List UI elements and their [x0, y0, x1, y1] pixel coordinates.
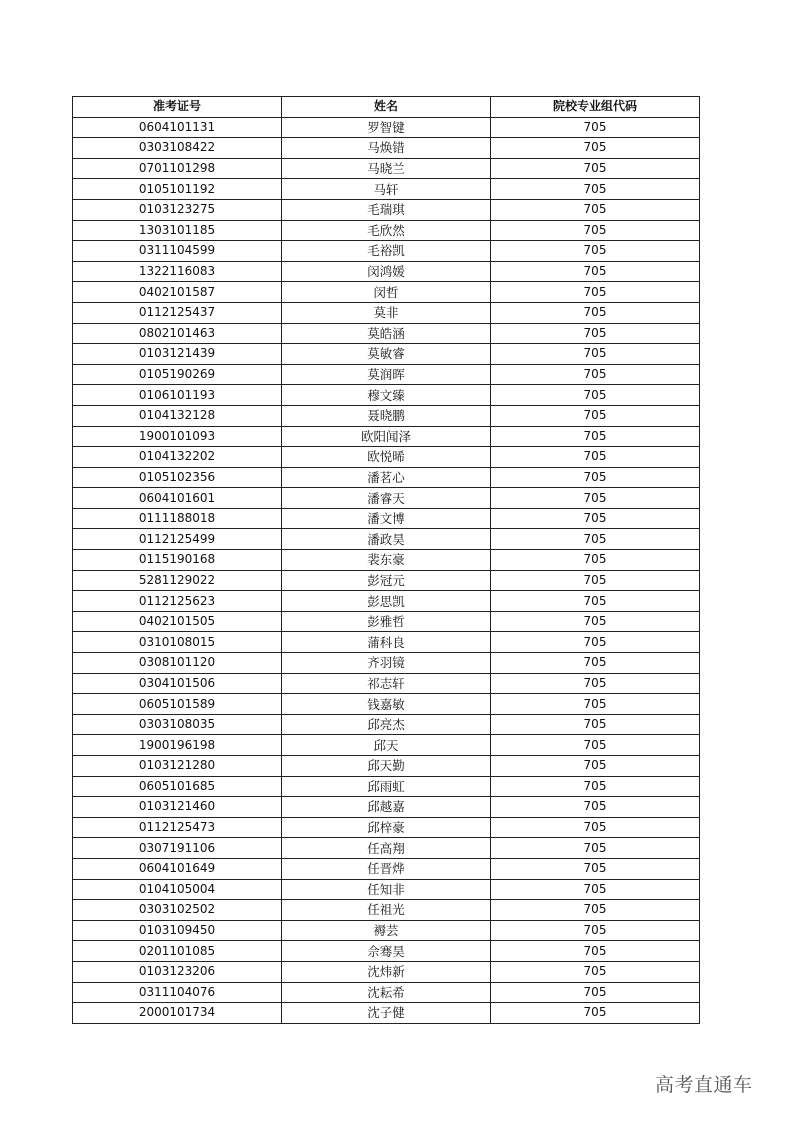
student-name-cell: 潘睿天	[282, 488, 491, 509]
student-name-cell: 潘文博	[282, 508, 491, 529]
group-code-cell: 705	[491, 138, 700, 159]
exam-number-cell: 0104132202	[73, 447, 282, 468]
table-row	[73, 447, 700, 468]
table-row	[73, 508, 700, 529]
watermark-text: 高考直通车	[655, 1074, 753, 1096]
group-code-cell: 705	[491, 426, 700, 447]
student-name-cell: 潘政昊	[282, 529, 491, 550]
table-row	[73, 591, 700, 612]
exam-number-cell: 2000101734	[73, 1003, 282, 1024]
exam-number-cell: 0112125473	[73, 817, 282, 838]
student-name-cell: 欧悦晞	[282, 447, 491, 468]
group-code-cell: 705	[491, 344, 700, 365]
table-row	[73, 261, 700, 282]
student-name-cell: 彭雅哲	[282, 611, 491, 632]
table-row	[73, 570, 700, 591]
student-name-cell: 莫润晖	[282, 364, 491, 385]
header-row	[73, 97, 700, 118]
student-name-cell: 闵哲	[282, 282, 491, 303]
student-name-cell: 沈炜新	[282, 961, 491, 982]
table-row	[73, 858, 700, 879]
group-code-cell: 705	[491, 941, 700, 962]
table-row	[73, 1003, 700, 1024]
exam-number-cell: 0201101085	[73, 941, 282, 962]
exam-number-cell: 0701101298	[73, 158, 282, 179]
table-row	[73, 632, 700, 653]
exam-number-cell: 0103121439	[73, 344, 282, 365]
table-row	[73, 488, 700, 509]
group-code-cell: 705	[491, 158, 700, 179]
table-header	[73, 97, 700, 118]
exam-number-cell: 0104132128	[73, 405, 282, 426]
student-name-cell: 彭思凯	[282, 591, 491, 612]
exam-number-cell: 0604101601	[73, 488, 282, 509]
table-row	[73, 344, 700, 365]
group-code-cell: 705	[491, 323, 700, 344]
student-name-cell: 任晋烨	[282, 858, 491, 879]
header-exam-number: 准考证号	[73, 97, 282, 118]
group-code-cell: 705	[491, 179, 700, 200]
exam-number-cell: 0402101587	[73, 282, 282, 303]
exam-number-cell: 0103121280	[73, 756, 282, 777]
student-name-cell: 裴东豪	[282, 550, 491, 571]
student-name-cell: 罗智键	[282, 117, 491, 138]
group-code-cell: 705	[491, 220, 700, 241]
exam-number-cell: 0303108422	[73, 138, 282, 159]
exam-number-cell: 0311104076	[73, 982, 282, 1003]
student-name-cell: 毛裕凯	[282, 241, 491, 262]
student-name-cell: 齐羽镜	[282, 653, 491, 674]
exam-number-cell: 0103121460	[73, 797, 282, 818]
table-row	[73, 920, 700, 941]
group-code-cell: 705	[491, 488, 700, 509]
group-code-cell: 705	[491, 756, 700, 777]
exam-number-cell: 0105102356	[73, 467, 282, 488]
student-name-cell: 邱亮杰	[282, 714, 491, 735]
exam-number-cell: 0303102502	[73, 900, 282, 921]
table-row	[73, 776, 700, 797]
student-name-cell: 钱嘉敏	[282, 694, 491, 715]
table-row	[73, 714, 700, 735]
table-row	[73, 900, 700, 921]
group-code-cell: 705	[491, 199, 700, 220]
group-code-cell: 705	[491, 508, 700, 529]
student-name-cell: 马轩	[282, 179, 491, 200]
group-code-cell: 705	[491, 735, 700, 756]
group-code-cell: 705	[491, 714, 700, 735]
table-row	[73, 961, 700, 982]
group-code-cell: 705	[491, 241, 700, 262]
table-row	[73, 241, 700, 262]
table-row	[73, 797, 700, 818]
table-row	[73, 467, 700, 488]
group-code-cell: 705	[491, 838, 700, 859]
table-row	[73, 838, 700, 859]
student-name-cell: 任高翔	[282, 838, 491, 859]
table-row	[73, 550, 700, 571]
table-row	[73, 158, 700, 179]
exam-number-cell: 0112125499	[73, 529, 282, 550]
group-code-cell: 705	[491, 776, 700, 797]
table-row	[73, 138, 700, 159]
group-code-cell: 705	[491, 364, 700, 385]
exam-number-cell: 0115190168	[73, 550, 282, 571]
group-code-cell: 705	[491, 117, 700, 138]
table-row	[73, 653, 700, 674]
group-code-cell: 705	[491, 694, 700, 715]
group-code-cell: 705	[491, 467, 700, 488]
exam-number-cell: 0307191106	[73, 838, 282, 859]
student-name-cell: 沈耘希	[282, 982, 491, 1003]
exam-number-cell: 1900101093	[73, 426, 282, 447]
exam-number-cell: 1303101185	[73, 220, 282, 241]
exam-number-cell: 0604101649	[73, 858, 282, 879]
group-code-cell: 705	[491, 982, 700, 1003]
group-code-cell: 705	[491, 385, 700, 406]
student-name-cell: 莫非	[282, 302, 491, 323]
exam-number-cell: 0112125437	[73, 302, 282, 323]
group-code-cell: 705	[491, 550, 700, 571]
table-row	[73, 405, 700, 426]
student-name-cell: 沈子健	[282, 1003, 491, 1024]
group-code-cell: 705	[491, 302, 700, 323]
exam-number-cell: 0104105004	[73, 879, 282, 900]
student-name-cell: 潘茗心	[282, 467, 491, 488]
table-row	[73, 199, 700, 220]
group-code-cell: 705	[491, 817, 700, 838]
table-row	[73, 117, 700, 138]
exam-number-cell: 0605101685	[73, 776, 282, 797]
table-body	[73, 117, 700, 1023]
group-code-cell: 705	[491, 591, 700, 612]
student-name-cell: 聂晓鹏	[282, 405, 491, 426]
exam-number-cell: 0103109450	[73, 920, 282, 941]
exam-number-cell: 0308101120	[73, 653, 282, 674]
exam-number-cell: 0111188018	[73, 508, 282, 529]
student-name-cell: 任祖光	[282, 900, 491, 921]
exam-number-cell: 0105101192	[73, 179, 282, 200]
table-row	[73, 879, 700, 900]
group-code-cell: 705	[491, 961, 700, 982]
header-group-code: 院校专业组代码	[491, 97, 700, 118]
student-name-cell: 穆文臻	[282, 385, 491, 406]
table-row	[73, 756, 700, 777]
group-code-cell: 705	[491, 632, 700, 653]
student-name-cell: 莫皓涵	[282, 323, 491, 344]
group-code-cell: 705	[491, 858, 700, 879]
exam-number-cell: 0605101589	[73, 694, 282, 715]
student-name-cell: 彭冠元	[282, 570, 491, 591]
student-name-cell: 马焕错	[282, 138, 491, 159]
group-code-cell: 705	[491, 261, 700, 282]
exam-number-cell: 0604101131	[73, 117, 282, 138]
group-code-cell: 705	[491, 920, 700, 941]
table-row	[73, 426, 700, 447]
group-code-cell: 705	[491, 405, 700, 426]
student-name-cell: 闵鸿媛	[282, 261, 491, 282]
table-row	[73, 941, 700, 962]
student-name-cell: 蒲科良	[282, 632, 491, 653]
group-code-cell: 705	[491, 879, 700, 900]
header-name: 姓名	[282, 97, 491, 118]
group-code-cell: 705	[491, 900, 700, 921]
exam-number-cell: 0402101505	[73, 611, 282, 632]
table-row	[73, 302, 700, 323]
group-code-cell: 705	[491, 1003, 700, 1024]
table-row	[73, 385, 700, 406]
exam-number-cell: 0802101463	[73, 323, 282, 344]
student-name-cell: 祁志轩	[282, 673, 491, 694]
table-row	[73, 529, 700, 550]
exam-number-cell: 5281129022	[73, 570, 282, 591]
exam-number-cell: 0310108015	[73, 632, 282, 653]
student-name-cell: 毛欣然	[282, 220, 491, 241]
student-name-cell: 任知非	[282, 879, 491, 900]
group-code-cell: 705	[491, 653, 700, 674]
group-code-cell: 705	[491, 797, 700, 818]
student-name-cell: 佘骞昊	[282, 941, 491, 962]
table-row	[73, 282, 700, 303]
table-row	[73, 220, 700, 241]
table-row	[73, 179, 700, 200]
table-row	[73, 611, 700, 632]
group-code-cell: 705	[491, 529, 700, 550]
exam-number-cell: 0304101506	[73, 673, 282, 694]
admission-table	[72, 96, 700, 1024]
student-name-cell: 毛瑞琪	[282, 199, 491, 220]
exam-number-cell: 1322116083	[73, 261, 282, 282]
group-code-cell: 705	[491, 282, 700, 303]
group-code-cell: 705	[491, 570, 700, 591]
exam-number-cell: 1900196198	[73, 735, 282, 756]
student-name-cell: 邱雨虹	[282, 776, 491, 797]
table-row	[73, 735, 700, 756]
table-row	[73, 817, 700, 838]
group-code-cell: 705	[491, 673, 700, 694]
exam-number-cell: 0106101193	[73, 385, 282, 406]
student-name-cell: 马晓兰	[282, 158, 491, 179]
student-name-cell: 莫敏睿	[282, 344, 491, 365]
exam-number-cell: 0303108035	[73, 714, 282, 735]
student-name-cell: 邱梓豪	[282, 817, 491, 838]
group-code-cell: 705	[491, 447, 700, 468]
table-row	[73, 694, 700, 715]
student-name-cell: 邱越嘉	[282, 797, 491, 818]
exam-number-cell: 0103123275	[73, 199, 282, 220]
exam-number-cell: 0105190269	[73, 364, 282, 385]
student-name-cell: 褥芸	[282, 920, 491, 941]
table-row	[73, 673, 700, 694]
student-name-cell: 邱天	[282, 735, 491, 756]
table-row	[73, 323, 700, 344]
exam-number-cell: 0112125623	[73, 591, 282, 612]
student-name-cell: 邱天勤	[282, 756, 491, 777]
student-name-cell: 欧阳闻泽	[282, 426, 491, 447]
exam-number-cell: 0311104599	[73, 241, 282, 262]
table-row	[73, 364, 700, 385]
table-row	[73, 982, 700, 1003]
group-code-cell: 705	[491, 611, 700, 632]
exam-number-cell: 0103123206	[73, 961, 282, 982]
